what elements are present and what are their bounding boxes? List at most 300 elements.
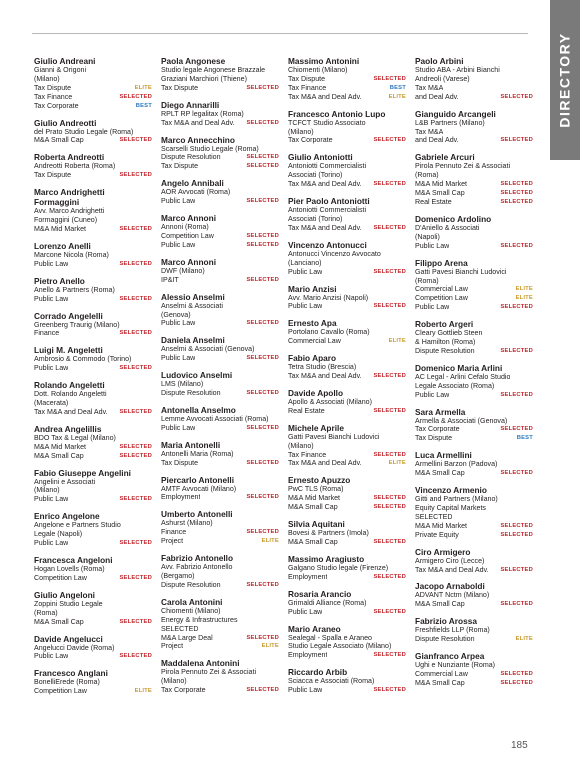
entry-line xyxy=(288,634,406,643)
entry-line xyxy=(34,128,152,137)
person-name: Francesco Anglani xyxy=(34,668,108,679)
rating-badge: SELECTED xyxy=(500,304,533,311)
entry-line xyxy=(415,84,533,93)
entry-line xyxy=(288,442,406,451)
entry-line xyxy=(161,119,279,128)
entry-line xyxy=(415,522,533,531)
entry-line xyxy=(34,530,152,539)
directory-entry xyxy=(161,335,279,363)
directory-column xyxy=(161,56,288,716)
entry-line xyxy=(415,277,533,286)
entry-line xyxy=(34,408,152,417)
page-number: 185 xyxy=(511,740,528,751)
entry-line xyxy=(415,626,533,635)
entry-text: Angelone e Partners Studio xyxy=(34,521,121,530)
entry-line xyxy=(288,171,406,180)
person-name: Ernesto Apa xyxy=(288,318,337,329)
person-name: Piercarlo Antonelli xyxy=(161,474,234,485)
entry-text: Hogan Lovells (Roma) xyxy=(34,565,105,573)
entry-line xyxy=(415,93,533,102)
entry-text: Studio legale Angonese Brazzale xyxy=(161,66,266,74)
directory-entry xyxy=(415,616,533,644)
entry-line xyxy=(288,398,406,407)
entry-text: (Milano) xyxy=(34,74,60,83)
entry-line xyxy=(288,302,406,311)
entry-text: Anselmi & Associati xyxy=(161,301,223,310)
entry-text: Project xyxy=(161,537,184,546)
rating-badge: SELECTED xyxy=(373,495,406,502)
entry-line xyxy=(288,564,406,573)
entry-line xyxy=(288,206,406,215)
entry-line xyxy=(288,128,406,137)
entry-text: Private Equity xyxy=(415,530,459,539)
entry-line xyxy=(415,233,533,242)
rating-badge: ELITE xyxy=(134,688,152,695)
rating-badge: SELECTED xyxy=(119,330,152,337)
entry-line xyxy=(161,389,279,398)
directory-entry xyxy=(288,589,406,617)
entry-text: (Milano) xyxy=(161,677,187,686)
directory-entry xyxy=(288,152,406,189)
entry-line xyxy=(161,75,279,84)
person-name: Andrea Angelillis xyxy=(34,423,102,434)
rating-badge: SELECTED xyxy=(246,163,279,170)
entry-text: Employment xyxy=(161,493,201,502)
entry-line xyxy=(415,347,533,356)
entry-text: Anello & Partners (Roma) xyxy=(34,285,115,294)
directory-entry xyxy=(34,118,152,146)
person-name: Enrico Angelone xyxy=(34,511,100,522)
entry-text: Tax Dispute xyxy=(161,83,199,92)
entry-text: Marcone Nicola (Roma) xyxy=(34,250,109,259)
entry-text: Tax M&A and Deal Adv. xyxy=(288,372,362,381)
entry-text: Tax M&A and Deal Adv. xyxy=(288,180,362,189)
directory-entry xyxy=(34,590,152,627)
entry-text: PwC TLS (Roma) xyxy=(288,485,344,494)
entry-text: Public Law xyxy=(34,539,69,548)
person-name: Michele Aprile xyxy=(288,422,344,433)
rating-badge: SELECTED xyxy=(373,181,406,188)
rating-badge: SELECTED xyxy=(246,581,279,588)
rating-badge: SELECTED xyxy=(246,84,279,91)
entry-text: Tax Dispute xyxy=(34,83,72,92)
entry-text: Tax Finance xyxy=(288,83,327,92)
entry-text: SELECTED xyxy=(161,624,199,633)
entry-line xyxy=(415,566,533,575)
directory-columns xyxy=(34,56,540,716)
rating-badge: ELITE xyxy=(388,93,406,100)
entry-line xyxy=(34,495,152,504)
entry-text: Gatti Pavesi Bianchi Ludovici xyxy=(415,267,507,276)
directory-entry xyxy=(288,109,406,146)
entry-text: Chiomenti (Milano) xyxy=(161,606,221,615)
entry-line xyxy=(288,136,406,145)
entry-text: Antonelli Maria (Roma) xyxy=(161,449,234,458)
entry-line xyxy=(34,618,152,627)
entry-text: Avv. Mario Anzisi (Napoli) xyxy=(288,293,369,302)
entry-line xyxy=(34,171,152,180)
person-name: Paolo Arbini xyxy=(415,56,464,66)
directory-entry xyxy=(415,319,533,356)
entry-text: (Milano) xyxy=(288,127,314,136)
entry-line xyxy=(415,136,533,145)
entry-text: Public Law xyxy=(34,259,69,268)
entry-text: Public Law xyxy=(34,652,69,661)
entry-text: Avv. Marco Andrighetti xyxy=(34,207,105,216)
entry-line xyxy=(288,686,406,695)
entry-text: Competition Law xyxy=(34,573,87,582)
directory-entry xyxy=(415,450,533,478)
person-name: Antonella Anselmo xyxy=(161,404,236,415)
entry-line xyxy=(34,478,152,487)
person-name: Luigi M. Angeletti xyxy=(34,345,103,356)
entry-line xyxy=(288,485,406,494)
directory-entry xyxy=(161,56,279,93)
entry-line xyxy=(415,635,533,644)
rating-badge: SELECTED xyxy=(373,539,406,545)
entry-text: Energy & Infrastructures xyxy=(161,615,238,624)
entry-text: Grimaldi Alliance (Roma) xyxy=(288,598,367,607)
entry-text: Dott. Rolando Angeletti xyxy=(34,390,107,399)
entry-line xyxy=(161,84,279,93)
rating-badge: SELECTED xyxy=(246,390,279,397)
directory-entry xyxy=(415,109,533,146)
entry-line xyxy=(415,75,533,84)
entry-line xyxy=(288,250,406,259)
rating-badge: SELECTED xyxy=(246,232,279,239)
directory-entry xyxy=(288,353,406,381)
entry-text: M&A Small Cap xyxy=(34,136,84,145)
entry-line xyxy=(34,329,152,338)
rating-badge: SELECTED xyxy=(500,190,533,197)
entry-text: DWF (Milano) xyxy=(161,266,205,275)
entry-text: M&A Small Cap xyxy=(34,451,84,460)
person-name: Francesca Angeloni xyxy=(34,555,113,565)
rating-badge: SELECTED xyxy=(500,181,533,188)
directory-side-tab xyxy=(550,0,580,160)
entry-line xyxy=(415,513,533,522)
entry-line xyxy=(288,363,406,372)
entry-line xyxy=(34,216,152,225)
entry-line xyxy=(415,391,533,400)
entry-text: Angelini e Associati xyxy=(34,477,96,486)
entry-text: Public Law xyxy=(415,241,450,250)
entry-text: Bovesi & Partners (Imola) xyxy=(288,529,369,538)
entry-text: AMTF Avvocati (Milano) xyxy=(161,484,237,493)
entry-text: Dispute Resolution xyxy=(415,635,475,644)
rating-badge: ELITE xyxy=(515,295,533,302)
entry-line xyxy=(288,538,406,547)
entry-line xyxy=(161,241,279,250)
entry-line xyxy=(288,494,406,503)
entry-text: (Milano) xyxy=(34,486,60,495)
entry-line xyxy=(288,608,406,617)
entry-line xyxy=(415,600,533,609)
entry-text: Antoniotti Commercialisti xyxy=(288,162,367,171)
entry-text: LMS (Milano) xyxy=(161,380,204,389)
rating-badge: BEST xyxy=(135,102,152,109)
rating-badge: SELECTED xyxy=(246,494,279,501)
entry-text: Studio Legale Associato (Milano) xyxy=(288,642,392,651)
entry-text: Tax M&A xyxy=(415,83,444,92)
directory-entry xyxy=(34,380,152,417)
rating-badge: SELECTED xyxy=(373,687,406,694)
entry-text: Angelucci Davide (Roma) xyxy=(34,643,115,652)
person-name: Marco Andrighetti Formaggini xyxy=(34,187,105,208)
entry-line xyxy=(288,599,406,608)
person-name: Maria Antonelli xyxy=(161,439,221,450)
entry-text: Real Estate xyxy=(288,406,325,415)
directory-entry xyxy=(288,388,406,416)
entry-line xyxy=(288,328,406,337)
entry-text: Legale Associato (Roma) xyxy=(415,381,495,390)
entry-line xyxy=(161,415,279,424)
entry-line xyxy=(161,607,279,616)
entry-text: (Lanciano) xyxy=(288,258,322,267)
entry-line xyxy=(415,303,533,312)
directory-entry xyxy=(288,554,406,582)
directory-entry xyxy=(161,213,279,250)
entry-text: ADVANT Nctm (Milano) xyxy=(415,591,490,600)
rating-badge: SELECTED xyxy=(119,295,152,302)
entry-line xyxy=(161,668,279,677)
entry-line xyxy=(34,260,152,269)
rating-badge: SELECTED xyxy=(119,137,152,144)
entry-text: Public Law xyxy=(415,303,450,312)
entry-line xyxy=(415,425,533,434)
entry-text: (Bergamo) xyxy=(161,572,195,580)
rating-badge: ELITE xyxy=(515,286,533,293)
entry-text: Tax M&A and Deal Adv. xyxy=(161,118,235,127)
entry-line xyxy=(161,459,279,468)
entry-text: Pirola Pennuto Zei & Associati xyxy=(415,162,511,171)
directory-entry xyxy=(288,475,406,512)
entry-line xyxy=(288,75,406,84)
person-name: Marco Annoni xyxy=(161,256,217,267)
rating-badge: SELECTED xyxy=(500,566,533,573)
entry-line xyxy=(415,162,533,171)
entry-text: TCFCT Studio Associato xyxy=(288,118,366,127)
rating-badge: SELECTED xyxy=(119,93,152,100)
entry-line xyxy=(288,180,406,189)
entry-text: Scarselli Studio Legale (Roma) xyxy=(161,144,259,153)
directory-entry xyxy=(288,56,406,102)
entry-line xyxy=(288,573,406,582)
entry-text: Dispute Resolution xyxy=(161,389,221,398)
rating-badge: SELECTED xyxy=(119,365,152,372)
entry-line xyxy=(161,354,279,363)
entry-line xyxy=(161,153,279,162)
person-name: Daniela Anselmi xyxy=(161,335,225,346)
entry-text: (Genova) xyxy=(161,310,191,319)
entry-line xyxy=(161,493,279,502)
entry-text: Annoni (Roma) xyxy=(161,223,209,232)
person-name: Angelo Annibali xyxy=(161,178,224,189)
entry-text: Public Law xyxy=(34,364,69,373)
entry-text: M&A Mid Market xyxy=(415,180,468,189)
entry-text: Zoppini Studio Legale xyxy=(34,599,103,608)
directory-entry xyxy=(34,668,152,696)
person-name: Davide Apollo xyxy=(288,387,344,398)
entry-line xyxy=(288,215,406,224)
entry-line xyxy=(415,417,533,426)
entry-line xyxy=(34,321,152,330)
entry-text: Public Law xyxy=(288,267,323,276)
person-name: Fabio Aparo xyxy=(288,353,337,364)
entry-line xyxy=(34,600,152,609)
entry-text: Tax Dispute xyxy=(161,162,199,171)
directory-entry xyxy=(161,370,279,398)
entry-text: Tax Dispute xyxy=(34,171,72,180)
entry-line xyxy=(161,563,279,572)
entry-line xyxy=(415,329,533,338)
rating-badge: SELECTED xyxy=(373,224,406,231)
entry-text: Tax Corporate xyxy=(415,425,460,434)
rating-badge: SELECTED xyxy=(119,452,152,459)
entry-line xyxy=(288,407,406,416)
entry-text: M&A Small Cap xyxy=(415,189,465,198)
rating-badge: SELECTED xyxy=(500,531,533,538)
directory-entry xyxy=(34,241,152,269)
entry-line xyxy=(415,242,533,251)
entry-line xyxy=(415,66,533,75)
entry-text: & Hamilton (Roma) xyxy=(415,338,476,347)
directory-entry xyxy=(34,56,152,111)
entry-line xyxy=(34,652,152,661)
directory-entry xyxy=(415,152,533,207)
person-name: Pier Paolo Antoniotti xyxy=(288,196,370,207)
entry-text: M&A Small Cap xyxy=(288,538,338,546)
entry-line xyxy=(288,268,406,277)
entry-text: M&A Large Deal xyxy=(161,633,213,642)
entry-text: Avv. Fabrizio Antonello xyxy=(161,563,233,572)
entry-line xyxy=(415,382,533,391)
entry-line xyxy=(415,460,533,469)
person-name: Sara Armella xyxy=(415,406,466,417)
entry-line xyxy=(415,661,533,670)
entry-text: (Roma) xyxy=(415,171,439,180)
entry-text: Tax M&A and Deal Adv. xyxy=(34,407,108,416)
directory-entry xyxy=(34,276,152,304)
rating-badge: ELITE xyxy=(388,338,406,345)
entry-line xyxy=(288,66,406,75)
rating-badge: SELECTED xyxy=(373,608,406,615)
entry-text: Tax M&A and Deal Adv. xyxy=(288,223,362,232)
entry-text: Public Law xyxy=(161,197,196,206)
person-name: Marco Annoni xyxy=(161,213,217,224)
person-name: Davide Angelucci xyxy=(34,633,103,644)
directory-entry xyxy=(415,56,533,102)
entry-text: Public Law xyxy=(161,319,196,328)
entry-text: Commercial Law xyxy=(415,669,468,678)
entry-text: Tetra Studio (Brescia) xyxy=(288,363,357,372)
person-name: Vincenzo Antonucci xyxy=(288,239,367,250)
directory-entry xyxy=(415,651,533,688)
entry-line xyxy=(161,485,279,494)
entry-text: L&B Partners (Milano) xyxy=(415,118,485,127)
entry-line xyxy=(161,450,279,459)
rating-badge: SELECTED xyxy=(500,601,533,608)
entry-line xyxy=(34,295,152,304)
entry-line xyxy=(34,687,152,696)
person-name: Fabrizio Antonello xyxy=(161,553,234,564)
rating-badge: SELECTED xyxy=(246,276,279,283)
person-name: Carola Antonini xyxy=(161,596,223,607)
person-name: Massimo Aragiusto xyxy=(288,553,365,564)
rating-badge: SELECTED xyxy=(500,679,533,686)
person-name: Corrado Angelelli xyxy=(34,310,103,321)
entry-text: Apollo & Associati (Milano) xyxy=(288,397,372,406)
entry-text: Public Law xyxy=(415,390,450,399)
entry-line xyxy=(161,232,279,241)
entry-line xyxy=(34,399,152,408)
entry-text: M&A Small Cap xyxy=(288,503,338,512)
entry-line xyxy=(161,276,279,285)
entry-line xyxy=(415,373,533,382)
entry-text: Tax Corporate xyxy=(288,136,333,145)
entry-text: Finance xyxy=(161,528,187,537)
entry-text: Andreoli (Varese) xyxy=(415,74,470,83)
entry-line xyxy=(415,224,533,233)
entry-text: M&A Small Cap xyxy=(415,469,465,478)
directory-column xyxy=(288,56,415,716)
entry-text: and Deal Adv. xyxy=(415,136,459,145)
rating-badge: SELECTED xyxy=(373,407,406,414)
entry-text: Gianni & Origoni xyxy=(34,66,87,74)
entry-line xyxy=(288,529,406,538)
person-name: Gianfranco Arpea xyxy=(415,651,485,662)
directory-entry xyxy=(288,196,406,233)
entry-text: Pirola Pennuto Zei & Associati xyxy=(161,668,257,677)
person-name: Mario Araneo xyxy=(288,623,341,634)
entry-text: Tax M&A and Deal Adv. xyxy=(288,459,362,468)
rating-badge: SELECTED xyxy=(246,320,279,327)
entry-line xyxy=(415,679,533,688)
entry-line xyxy=(34,452,152,461)
rating-badge: SELECTED xyxy=(500,137,533,144)
entry-text: BDO Tax & Legal (Milano) xyxy=(34,433,116,442)
entry-line xyxy=(288,162,406,171)
entry-line xyxy=(34,434,152,443)
entry-line xyxy=(161,197,279,206)
entry-line xyxy=(288,677,406,686)
rating-badge: ELITE xyxy=(261,643,279,650)
entry-line xyxy=(288,337,406,346)
rating-badge: SELECTED xyxy=(119,408,152,415)
person-name: Filippo Arena xyxy=(415,257,468,268)
entry-text: Cleary Gottlieb Steen xyxy=(415,329,483,338)
rating-badge: SELECTED xyxy=(500,426,533,433)
rating-badge: SELECTED xyxy=(373,303,406,310)
entry-line xyxy=(161,642,279,651)
entry-line xyxy=(34,251,152,260)
entry-line xyxy=(161,634,279,643)
entry-line xyxy=(34,678,152,687)
entry-line xyxy=(161,677,279,686)
person-name: Gabriele Arcuri xyxy=(415,152,475,163)
directory-entry xyxy=(288,318,406,346)
person-name: Lorenzo Anelli xyxy=(34,240,91,251)
rating-badge: SELECTED xyxy=(246,687,279,694)
entry-text: Public Law xyxy=(288,607,323,616)
entry-text: Tax M&A xyxy=(415,127,444,136)
entry-text: (Roma) xyxy=(34,608,58,617)
entry-line xyxy=(288,459,406,468)
entry-text: RPLT RP legalitax (Roma) xyxy=(161,109,244,118)
rating-badge: SELECTED xyxy=(119,443,152,450)
entry-line xyxy=(288,642,406,651)
person-name: Fabio Giuseppe Angelini xyxy=(34,467,131,478)
